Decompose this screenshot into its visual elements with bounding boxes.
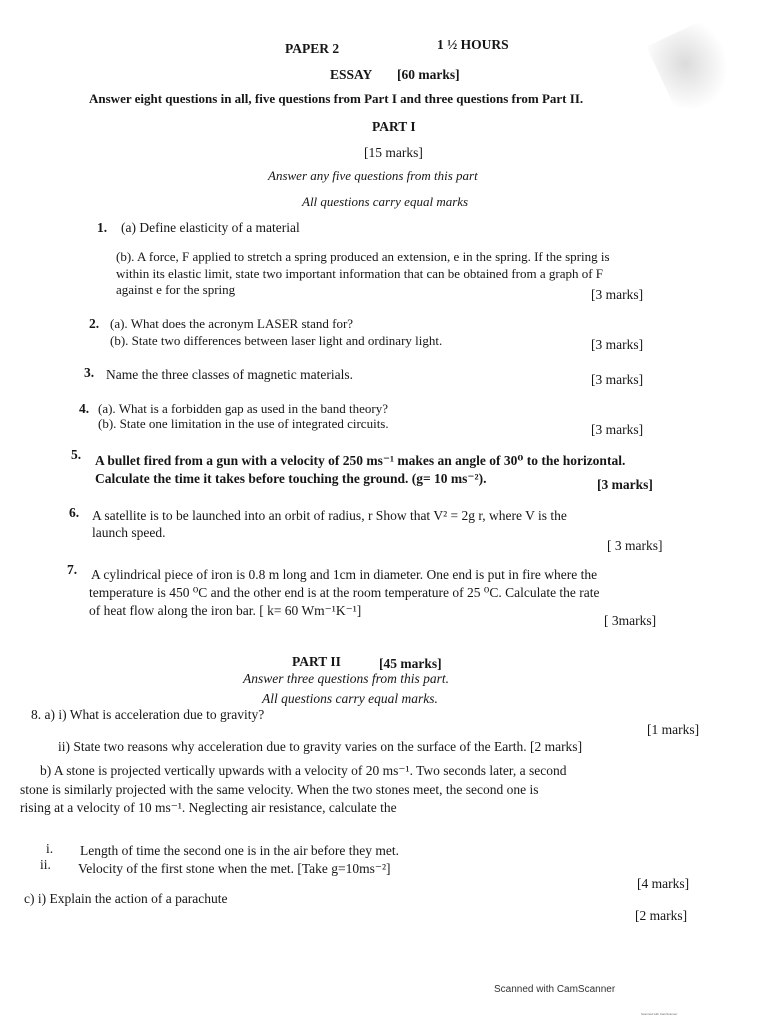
q4-number: 4. [79,401,90,416]
scan-smudge [646,17,743,119]
q2-number: 2. [89,316,100,331]
general-instruction: Answer eight questions in all, five questions from Part I and three questions from Part II. [89,91,584,106]
part1-equal-marks: All questions carry equal marks [302,194,469,209]
q7-line1: A cylindrical piece of iron is 0.8 m long and 1cm in diameter. One end is put in fire where the [91,567,598,582]
q3-text: Name the three classes of magnetic materials. [106,367,354,382]
q7-marks: [ 3marks] [604,613,657,628]
q7-line2: temperature is 450 ⁰C and the other end is at the room temperature of 25 ⁰C. Calculate the rate [89,585,600,600]
section-label: ESSAY [330,67,373,82]
q8-b-i: Length of time the second one is in the air before they met. [80,843,400,858]
q8-b-line1: b) A stone is projected vertically upwards with a velocity of 20 ms⁻¹. Two seconds later, a second [40,763,567,778]
q6-number: 6. [69,505,80,520]
q6-line1: A satellite is to be launched into an orbit of radius, r Show that V² = 2g r, where V is the [92,508,567,523]
duration-label: 1 ½ HOURS [437,37,509,52]
q8-b-line3: rising at a velocity of 10 ms⁻¹. Neglecting air resistance, calculate the [20,800,397,815]
q8-b-line2: stone is similarly projected with the same velocity. When the two stones meet, the second one is [20,782,539,797]
q7-line3: of heat flow along the iron bar. [ k= 60 Wm⁻¹K⁻¹] [89,603,362,618]
q8-b-marks: [4 marks] [637,876,690,891]
q8-a-ii: ii) State two reasons why acceleration due to gravity varies on the surface of the Earth. [2 marks] [58,739,583,754]
paper-label: PAPER 2 [285,41,340,56]
q5-marks: [3 marks] [597,477,653,492]
q2-marks: [3 marks] [591,337,644,352]
q8-a-i: 8. a) i) What is acceleration due to gravity? [31,707,265,722]
q6-line2: launch speed. [92,525,166,540]
q1-b-line2: within its elastic limit, state two important information that can be obtained from a graph of F [116,266,604,281]
tiny-watermark: Scanned with CamScanner [641,1012,678,1016]
q1-b-line3: against e for the spring [116,282,236,297]
part1-instruction: Answer any five questions from this part [268,168,478,183]
q8-a-i-marks: [1 marks] [647,722,700,737]
part2-marks: [45 marks] [379,656,442,671]
q2-a: (a). What does the acronym LASER stand for? [110,316,354,331]
part2-instruction: Answer three questions from this part. [243,671,450,686]
q8-b-ii-number: ii. [40,857,51,872]
q2-b: (b). State two differences between laser light and ordinary light. [110,333,443,348]
q1-number: 1. [97,220,108,235]
q1-marks: [3 marks] [591,287,644,302]
q1-b-line1: (b). A force, F applied to stretch a spring produced an extension, e in the spring. If the spring is [116,249,610,264]
q4-marks: [3 marks] [591,422,644,437]
q3-marks: [3 marks] [591,372,644,387]
q7-number: 7. [67,562,78,577]
part1-title: PART I [372,119,416,134]
q4-b: (b). State one limitation in the use of integrated circuits. [98,416,389,431]
q5-line1: A bullet fired from a gun with a velocity of 250 ms⁻¹ makes an angle of 30⁰ to the horizontal. [95,453,626,468]
q5-line2: Calculate the time it takes before touching the ground. (g= 10 ms⁻²). [95,471,487,486]
q8-c-marks: [2 marks] [635,908,688,923]
scanner-watermark: Scanned with CamScanner [494,984,616,995]
q3-number: 3. [84,365,95,380]
q4-a: (a). What is a forbidden gap as used in the band theory? [98,401,388,416]
q5-number: 5. [71,447,82,462]
part1-marks: [15 marks] [364,145,423,160]
q6-marks: [ 3 marks] [607,538,663,553]
part2-equal-marks: All questions carry equal marks. [262,691,438,706]
q8-b-i-number: i. [46,841,54,856]
q8-b-ii: Velocity of the first stone when the met. [Take g=10ms⁻²] [78,861,391,876]
q1-a: (a) Define elasticity of a material [121,220,300,235]
section-marks: [60 marks] [397,67,460,82]
part2-title: PART II [292,654,341,669]
q8-c-i: c) i) Explain the action of a parachute [24,891,228,906]
